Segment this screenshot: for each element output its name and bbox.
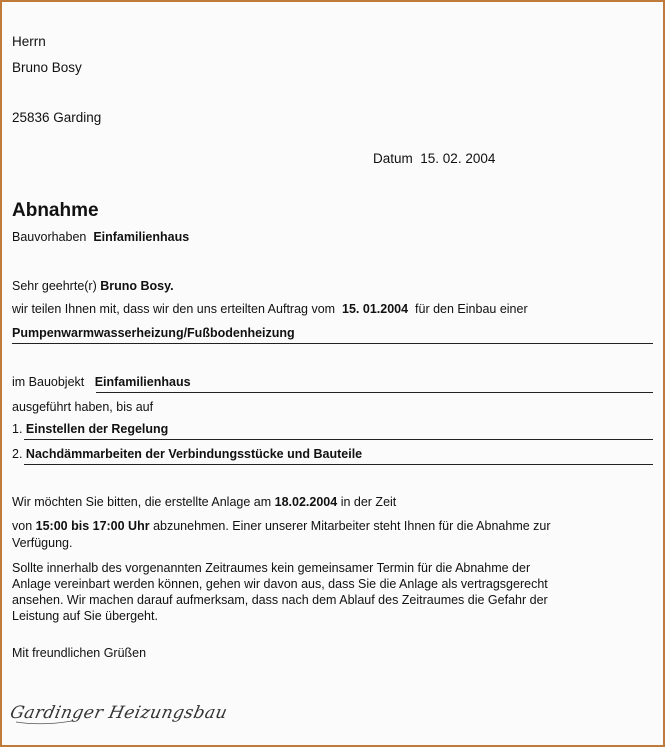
svg-text:Gardinger Heizungsbau: Gardinger Heizungsbau — [8, 703, 230, 723]
closing-text: Mit freundlichen Grüßen — [12, 646, 147, 660]
date-label: Datum — [373, 151, 413, 166]
installation-type: Pumpenwarmwasserheizung/Fußbodenheizung — [12, 326, 295, 340]
item-number: 2. — [12, 447, 23, 461]
greeting-prefix: Sehr geehrte(r) — [12, 279, 97, 293]
request-text-1: Wir möchten Sie bitten, die erstellte Anlage am — [12, 495, 272, 509]
list-item — [12, 421, 168, 437]
appointment-date: 18.02.2004 — [274, 495, 338, 509]
recipient-name: Bruno Bosy — [12, 60, 82, 75]
date-value: 15. 02. 2004 — [420, 151, 496, 166]
order-date: 15. 01.2004 — [342, 302, 409, 316]
recipient-city: 25836 Garding — [12, 110, 102, 125]
list-item — [12, 446, 362, 462]
item-rule — [24, 439, 653, 440]
object-value: Einfamilienhaus — [94, 375, 191, 389]
object-rule — [96, 392, 653, 393]
notice-line: Anlage vereinbart werden können, gehen wir davon aus, dass Sie die Anlage als vertragsgerecht — [12, 577, 548, 591]
intro-text-2: für den Einbau einer — [415, 302, 528, 316]
project-line — [12, 229, 189, 245]
request-text-2: in der Zeit — [340, 495, 397, 509]
intro-text-1: wir teilen Ihnen mit, dass wir den uns erteilten Auftrag vom — [12, 302, 336, 316]
request-line-3: Verfügung. — [12, 536, 73, 550]
item-text: Nachdämmarbeiten der Verbindungsstücke und Bauteile — [25, 447, 363, 461]
notice-line: Sollte innerhalb des vorgenannten Zeitraumes kein gemeinsamer Termin für die Abnahme der — [12, 561, 531, 575]
date-line — [373, 151, 495, 167]
item-number: 1. — [12, 422, 23, 436]
request-line-2 — [12, 518, 551, 534]
greeting-name: Bruno Bosy. — [100, 279, 174, 293]
notice-line: Leistung auf Sie übergeht. — [12, 609, 158, 623]
object-label: im Bauobjekt — [12, 375, 85, 389]
item-rule — [24, 464, 653, 465]
request-line-1 — [12, 494, 396, 510]
request-text-3: von — [12, 519, 33, 533]
project-label: Bauvorhaben — [12, 230, 87, 244]
request-text-4: abzunehmen. Einer unserer Mitarbeiter steht Ihnen für die Abnahme zur — [153, 519, 551, 533]
greeting-line — [12, 278, 174, 294]
recipient-salutation: Herrn — [12, 34, 46, 49]
letter-heading: Abnahme — [12, 200, 99, 221]
executed-text: ausgeführt haben, bis auf — [12, 400, 154, 414]
item-text: Einstellen der Regelung — [25, 422, 169, 436]
object-line — [12, 374, 191, 390]
intro-line — [12, 301, 528, 317]
signature-image — [8, 696, 230, 730]
installation-rule — [12, 343, 653, 344]
project-value: Einfamilienhaus — [93, 230, 190, 244]
notice-line: ansehen. Wir machen darauf aufmerksam, dass nach dem Ablauf des Zeitraumes die Gefahr der — [12, 593, 548, 607]
appointment-time: 15:00 bis 17:00 Uhr — [35, 519, 150, 533]
